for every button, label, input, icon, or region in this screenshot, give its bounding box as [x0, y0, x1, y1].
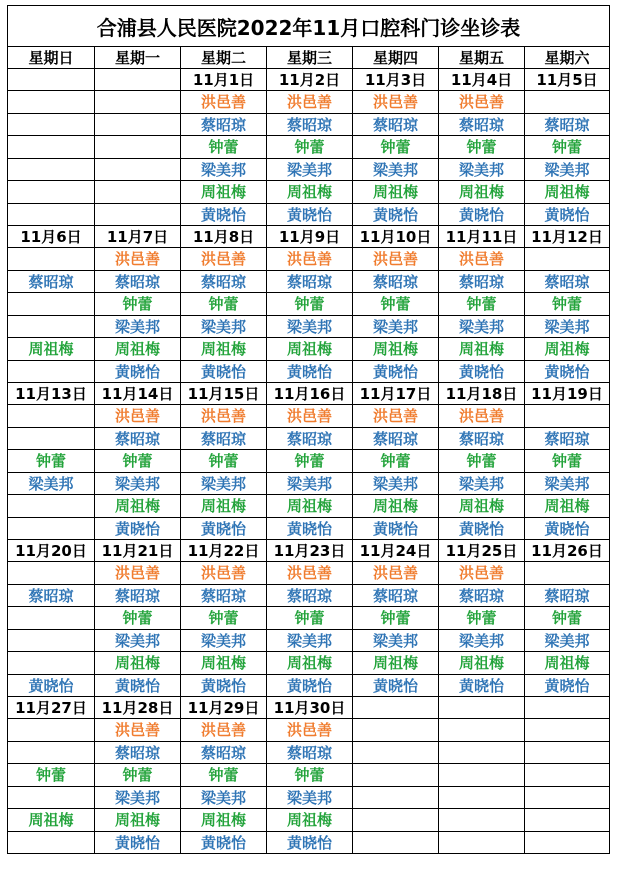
doctor-row [8, 629, 610, 652]
doctor-cell: 周祖梅 [439, 338, 525, 361]
doctor-cell: 蔡昭琼 [267, 584, 353, 607]
doctor-cell [525, 248, 610, 271]
doctor-cell [8, 405, 95, 428]
doctor-row [8, 270, 610, 293]
doctor-cell: 梁美邦 [181, 472, 267, 495]
doctor-cell: 梁美邦 [267, 158, 353, 181]
doctor-cell: 蔡昭琼 [95, 427, 181, 450]
doctor-row [8, 338, 610, 361]
doctor-cell: 周祖梅 [181, 181, 267, 204]
doctor-row [8, 113, 610, 136]
doctor-cell: 蔡昭琼 [181, 584, 267, 607]
doctor-row [8, 181, 610, 204]
date-cell: 11月29日 [181, 697, 267, 719]
doctor-cell: 黄晓怡 [181, 674, 267, 697]
doctor-cell: 梁美邦 [95, 786, 181, 809]
doctor-cell: 黄晓怡 [181, 517, 267, 540]
doctor-cell [353, 719, 439, 742]
doctor-cell: 蔡昭琼 [181, 113, 267, 136]
date-cell: 11月21日 [95, 540, 181, 562]
doctor-cell: 周祖梅 [439, 495, 525, 518]
date-cell [525, 697, 610, 719]
doctor-cell: 周祖梅 [267, 338, 353, 361]
doctor-cell: 梁美邦 [439, 472, 525, 495]
doctor-cell [8, 517, 95, 540]
doctor-cell [8, 831, 95, 854]
doctor-cell: 洪邑善 [95, 562, 181, 585]
schedule-table [7, 5, 610, 854]
doctor-cell [439, 741, 525, 764]
doctor-cell: 钟蕾 [525, 450, 610, 473]
doctor-cell: 洪邑善 [353, 405, 439, 428]
date-cell: 11月13日 [8, 383, 95, 405]
doctor-cell: 蔡昭琼 [439, 113, 525, 136]
doctor-cell: 梁美邦 [95, 315, 181, 338]
doctor-cell: 黄晓怡 [267, 203, 353, 226]
doctor-cell: 黄晓怡 [525, 360, 610, 383]
date-cell: 11月23日 [267, 540, 353, 562]
doctor-cell: 梁美邦 [8, 472, 95, 495]
doctor-cell: 钟蕾 [181, 136, 267, 159]
doctor-cell: 蔡昭琼 [525, 113, 610, 136]
doctor-cell: 周祖梅 [181, 338, 267, 361]
doctor-cell [8, 203, 95, 226]
doctor-cell: 洪邑善 [181, 405, 267, 428]
doctor-cell [8, 181, 95, 204]
doctor-cell: 钟蕾 [525, 136, 610, 159]
doctor-cell: 周祖梅 [267, 652, 353, 675]
doctor-cell: 蔡昭琼 [353, 113, 439, 136]
doctor-cell: 洪邑善 [181, 719, 267, 742]
date-row [8, 226, 610, 248]
date-cell: 11月28日 [95, 697, 181, 719]
date-cell: 11月18日 [439, 383, 525, 405]
doctor-cell: 黄晓怡 [95, 517, 181, 540]
doctor-cell: 钟蕾 [439, 293, 525, 316]
doctor-cell: 黄晓怡 [95, 831, 181, 854]
doctor-row [8, 405, 610, 428]
doctor-cell: 蔡昭琼 [181, 270, 267, 293]
doctor-cell: 周祖梅 [181, 809, 267, 832]
doctor-cell: 洪邑善 [267, 405, 353, 428]
date-cell [8, 69, 95, 91]
doctor-cell: 蔡昭琼 [353, 270, 439, 293]
doctor-cell [8, 652, 95, 675]
doctor-cell [525, 405, 610, 428]
doctor-cell [8, 495, 95, 518]
doctor-cell [525, 786, 610, 809]
doctor-cell: 洪邑善 [439, 91, 525, 114]
doctor-row [8, 450, 610, 473]
doctor-row [8, 741, 610, 764]
doctor-row [8, 360, 610, 383]
doctor-cell: 洪邑善 [181, 91, 267, 114]
date-cell: 11月24日 [353, 540, 439, 562]
doctor-cell: 梁美邦 [267, 786, 353, 809]
date-cell: 11月27日 [8, 697, 95, 719]
doctor-cell: 梁美邦 [95, 472, 181, 495]
doctor-cell: 钟蕾 [353, 136, 439, 159]
doctor-cell [525, 719, 610, 742]
doctor-cell: 周祖梅 [525, 495, 610, 518]
doctor-cell: 周祖梅 [439, 181, 525, 204]
doctor-cell [439, 786, 525, 809]
doctor-cell: 黄晓怡 [95, 360, 181, 383]
doctor-cell: 钟蕾 [8, 764, 95, 787]
doctor-cell: 周祖梅 [95, 338, 181, 361]
doctor-cell: 周祖梅 [267, 495, 353, 518]
doctor-cell: 蔡昭琼 [439, 270, 525, 293]
doctor-cell: 钟蕾 [267, 293, 353, 316]
doctor-cell: 钟蕾 [439, 136, 525, 159]
date-cell: 11月4日 [439, 69, 525, 91]
doctor-row [8, 831, 610, 854]
doctor-cell: 黄晓怡 [181, 831, 267, 854]
date-cell [353, 697, 439, 719]
date-cell: 11月14日 [95, 383, 181, 405]
doctor-cell [439, 719, 525, 742]
doctor-cell: 洪邑善 [95, 248, 181, 271]
doctor-cell: 蔡昭琼 [181, 741, 267, 764]
doctor-cell [525, 831, 610, 854]
doctor-cell: 洪邑善 [353, 562, 439, 585]
doctor-cell [525, 562, 610, 585]
doctor-cell: 黄晓怡 [353, 360, 439, 383]
doctor-cell [439, 764, 525, 787]
doctor-row [8, 315, 610, 338]
doctor-cell [8, 562, 95, 585]
doctor-cell: 钟蕾 [525, 607, 610, 630]
doctor-cell: 钟蕾 [439, 607, 525, 630]
doctor-cell: 梁美邦 [181, 786, 267, 809]
doctor-cell: 钟蕾 [181, 607, 267, 630]
doctor-cell: 蔡昭琼 [267, 741, 353, 764]
weekday-header: 星期六 [525, 47, 610, 69]
doctor-cell: 洪邑善 [95, 719, 181, 742]
doctor-cell: 黄晓怡 [353, 674, 439, 697]
doctor-cell: 洪邑善 [439, 248, 525, 271]
doctor-cell: 周祖梅 [525, 181, 610, 204]
doctor-cell [8, 293, 95, 316]
doctor-cell: 周祖梅 [95, 652, 181, 675]
doctor-cell: 周祖梅 [8, 809, 95, 832]
doctor-cell: 黄晓怡 [525, 203, 610, 226]
doctor-cell [95, 181, 181, 204]
doctor-row [8, 584, 610, 607]
doctor-row [8, 248, 610, 271]
doctor-cell: 钟蕾 [267, 136, 353, 159]
doctor-cell: 钟蕾 [8, 450, 95, 473]
doctor-cell: 梁美邦 [95, 629, 181, 652]
doctor-cell: 梁美邦 [181, 629, 267, 652]
doctor-cell: 蔡昭琼 [8, 270, 95, 293]
doctor-cell: 钟蕾 [181, 764, 267, 787]
date-cell: 11月2日 [267, 69, 353, 91]
doctor-cell: 蔡昭琼 [439, 584, 525, 607]
date-cell: 11月3日 [353, 69, 439, 91]
doctor-cell: 周祖梅 [353, 652, 439, 675]
doctor-cell: 梁美邦 [439, 629, 525, 652]
doctor-cell: 蔡昭琼 [439, 427, 525, 450]
doctor-cell [8, 91, 95, 114]
doctor-cell: 周祖梅 [525, 652, 610, 675]
date-cell: 11月20日 [8, 540, 95, 562]
doctor-cell [8, 136, 95, 159]
date-cell: 11月1日 [181, 69, 267, 91]
weekday-header: 星期二 [181, 47, 267, 69]
doctor-cell: 蔡昭琼 [525, 270, 610, 293]
date-cell: 11月6日 [8, 226, 95, 248]
doctor-cell: 黄晓怡 [267, 831, 353, 854]
doctor-cell: 黄晓怡 [181, 203, 267, 226]
doctor-cell: 钟蕾 [267, 764, 353, 787]
doctor-cell: 梁美邦 [267, 629, 353, 652]
doctor-cell [95, 136, 181, 159]
doctor-cell: 蔡昭琼 [267, 270, 353, 293]
doctor-cell: 洪邑善 [439, 405, 525, 428]
doctor-cell: 黄晓怡 [525, 674, 610, 697]
weekday-header: 星期一 [95, 47, 181, 69]
doctor-cell: 周祖梅 [95, 809, 181, 832]
doctor-cell: 梁美邦 [353, 472, 439, 495]
doctor-row [8, 136, 610, 159]
date-row [8, 69, 610, 91]
doctor-cell: 钟蕾 [267, 450, 353, 473]
doctor-cell: 梁美邦 [353, 315, 439, 338]
date-cell: 11月17日 [353, 383, 439, 405]
date-cell [439, 697, 525, 719]
doctor-cell: 钟蕾 [353, 607, 439, 630]
doctor-cell: 黄晓怡 [267, 360, 353, 383]
doctor-cell: 洪邑善 [353, 91, 439, 114]
doctor-cell [353, 809, 439, 832]
doctor-cell: 黄晓怡 [95, 674, 181, 697]
doctor-cell: 钟蕾 [267, 607, 353, 630]
date-cell: 11月9日 [267, 226, 353, 248]
doctor-cell: 周祖梅 [525, 338, 610, 361]
doctor-cell: 梁美邦 [181, 158, 267, 181]
doctor-row [8, 607, 610, 630]
date-row [8, 697, 610, 719]
date-cell: 11月25日 [439, 540, 525, 562]
weekday-header: 星期三 [267, 47, 353, 69]
doctor-cell: 洪邑善 [267, 719, 353, 742]
doctor-cell: 洪邑善 [267, 562, 353, 585]
doctor-cell: 钟蕾 [95, 607, 181, 630]
date-cell: 11月19日 [525, 383, 610, 405]
date-cell: 11月7日 [95, 226, 181, 248]
doctor-row [8, 472, 610, 495]
doctor-cell: 洪邑善 [353, 248, 439, 271]
doctor-cell [95, 91, 181, 114]
weekday-header-row [8, 47, 610, 69]
date-cell: 11月16日 [267, 383, 353, 405]
doctor-cell: 黄晓怡 [439, 203, 525, 226]
doctor-cell [439, 809, 525, 832]
doctor-cell: 钟蕾 [439, 450, 525, 473]
doctor-cell: 钟蕾 [95, 293, 181, 316]
doctor-cell [8, 629, 95, 652]
doctor-row [8, 719, 610, 742]
doctor-cell: 蔡昭琼 [525, 427, 610, 450]
doctor-cell [439, 831, 525, 854]
doctor-cell: 梁美邦 [525, 158, 610, 181]
doctor-cell [353, 831, 439, 854]
doctor-cell: 蔡昭琼 [181, 427, 267, 450]
doctor-cell: 洪邑善 [181, 248, 267, 271]
doctor-cell: 梁美邦 [267, 315, 353, 338]
date-cell: 11月22日 [181, 540, 267, 562]
doctor-cell: 梁美邦 [181, 315, 267, 338]
doctor-cell [353, 786, 439, 809]
schedule-body [8, 69, 610, 854]
date-cell: 11月12日 [525, 226, 610, 248]
doctor-row [8, 786, 610, 809]
doctor-cell [8, 607, 95, 630]
doctor-cell [525, 764, 610, 787]
doctor-cell: 黄晓怡 [353, 517, 439, 540]
doctor-cell: 梁美邦 [525, 629, 610, 652]
doctor-cell: 钟蕾 [181, 293, 267, 316]
doctor-cell: 周祖梅 [353, 338, 439, 361]
date-cell: 11月5日 [525, 69, 610, 91]
doctor-cell: 钟蕾 [181, 450, 267, 473]
doctor-cell [8, 360, 95, 383]
doctor-cell: 钟蕾 [95, 450, 181, 473]
weekday-header: 星期日 [8, 47, 95, 69]
doctor-cell: 钟蕾 [95, 764, 181, 787]
doctor-cell: 洪邑善 [267, 248, 353, 271]
doctor-cell: 周祖梅 [8, 338, 95, 361]
doctor-row [8, 674, 610, 697]
doctor-cell: 梁美邦 [439, 315, 525, 338]
doctor-cell: 周祖梅 [267, 809, 353, 832]
doctor-row [8, 158, 610, 181]
doctor-cell: 周祖梅 [95, 495, 181, 518]
weekday-header: 星期四 [353, 47, 439, 69]
doctor-row [8, 427, 610, 450]
doctor-cell [8, 719, 95, 742]
doctor-cell: 钟蕾 [353, 293, 439, 316]
doctor-cell [8, 741, 95, 764]
doctor-cell: 黄晓怡 [267, 517, 353, 540]
doctor-cell: 蔡昭琼 [95, 270, 181, 293]
doctor-row [8, 203, 610, 226]
doctor-cell: 蔡昭琼 [353, 427, 439, 450]
doctor-cell: 黄晓怡 [525, 517, 610, 540]
weekday-header: 星期五 [439, 47, 525, 69]
doctor-cell: 周祖梅 [267, 181, 353, 204]
date-cell: 11月8日 [181, 226, 267, 248]
doctor-row [8, 517, 610, 540]
doctor-row [8, 91, 610, 114]
doctor-cell [8, 786, 95, 809]
doctor-cell: 梁美邦 [353, 629, 439, 652]
doctor-cell: 黄晓怡 [353, 203, 439, 226]
doctor-cell: 黄晓怡 [439, 517, 525, 540]
date-row [8, 383, 610, 405]
date-cell: 11月15日 [181, 383, 267, 405]
date-cell: 11月11日 [439, 226, 525, 248]
page-title: 合浦县人民医院2022年11月口腔科门诊坐诊表 [8, 6, 610, 47]
doctor-cell: 黄晓怡 [439, 360, 525, 383]
date-cell: 11月30日 [267, 697, 353, 719]
doctor-cell: 黄晓怡 [267, 674, 353, 697]
date-cell [95, 69, 181, 91]
doctor-row [8, 495, 610, 518]
doctor-cell: 梁美邦 [353, 158, 439, 181]
doctor-cell: 洪邑善 [181, 562, 267, 585]
doctor-row [8, 652, 610, 675]
schedule-sheet [7, 5, 609, 854]
doctor-row [8, 764, 610, 787]
doctor-cell: 周祖梅 [353, 495, 439, 518]
doctor-cell: 周祖梅 [353, 181, 439, 204]
doctor-row [8, 293, 610, 316]
doctor-cell [525, 809, 610, 832]
doctor-row [8, 809, 610, 832]
doctor-cell [95, 203, 181, 226]
doctor-cell [8, 248, 95, 271]
doctor-cell [525, 741, 610, 764]
doctor-cell: 钟蕾 [525, 293, 610, 316]
doctor-cell: 蔡昭琼 [95, 741, 181, 764]
doctor-cell: 洪邑善 [439, 562, 525, 585]
doctor-cell: 蔡昭琼 [267, 113, 353, 136]
doctor-cell: 黄晓怡 [181, 360, 267, 383]
doctor-cell: 蔡昭琼 [95, 584, 181, 607]
doctor-cell [353, 764, 439, 787]
doctor-cell: 梁美邦 [525, 315, 610, 338]
doctor-cell: 梁美邦 [439, 158, 525, 181]
doctor-cell: 蔡昭琼 [525, 584, 610, 607]
doctor-cell [95, 158, 181, 181]
doctor-cell: 黄晓怡 [439, 674, 525, 697]
date-cell: 11月10日 [353, 226, 439, 248]
doctor-cell: 周祖梅 [439, 652, 525, 675]
doctor-cell: 蔡昭琼 [8, 584, 95, 607]
doctor-cell: 洪邑善 [95, 405, 181, 428]
doctor-cell: 梁美邦 [267, 472, 353, 495]
doctor-cell: 周祖梅 [181, 495, 267, 518]
doctor-cell: 蔡昭琼 [353, 584, 439, 607]
doctor-cell: 钟蕾 [353, 450, 439, 473]
doctor-cell: 周祖梅 [181, 652, 267, 675]
doctor-cell [8, 113, 95, 136]
doctor-cell: 洪邑善 [267, 91, 353, 114]
date-row [8, 540, 610, 562]
doctor-cell: 梁美邦 [525, 472, 610, 495]
doctor-cell [525, 91, 610, 114]
doctor-cell [8, 158, 95, 181]
doctor-cell [8, 315, 95, 338]
doctor-cell: 黄晓怡 [8, 674, 95, 697]
doctor-row [8, 562, 610, 585]
doctor-cell [8, 427, 95, 450]
date-cell: 11月26日 [525, 540, 610, 562]
doctor-cell [353, 741, 439, 764]
doctor-cell [95, 113, 181, 136]
doctor-cell: 蔡昭琼 [267, 427, 353, 450]
